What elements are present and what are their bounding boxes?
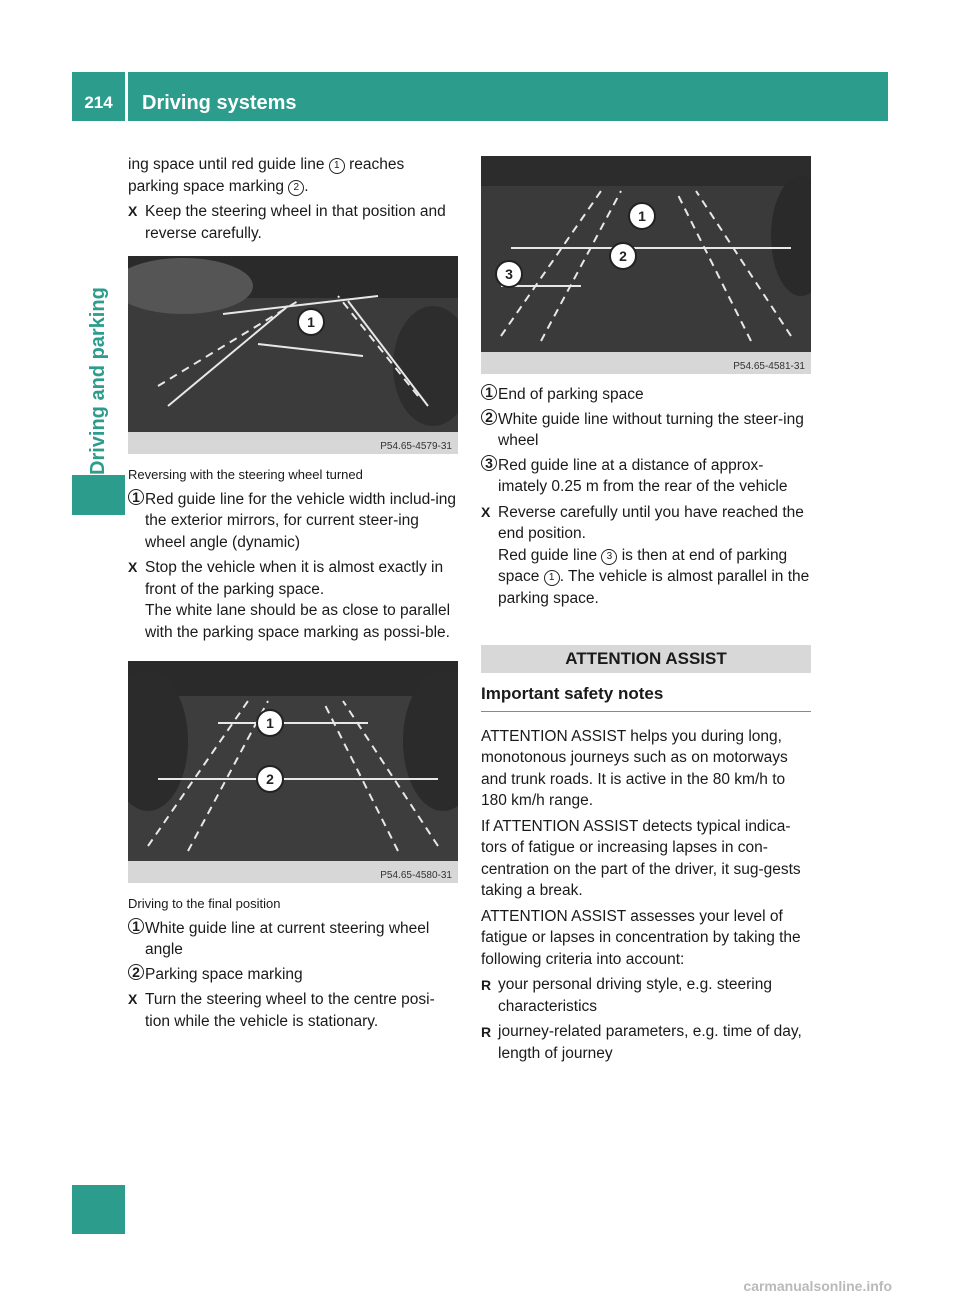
step-arrow-icon: X: [481, 503, 491, 520]
step-text: Stop the vehicle when it is almost exactly in front of the parking space.: [145, 559, 444, 598]
callout-list: [481, 384, 811, 498]
step-arrow-icon: X: [128, 559, 138, 575]
step-note: The white lane should be as close to parallel with the parking space marking as possi-ble.: [145, 602, 451, 641]
callout-item: [481, 409, 811, 452]
bullet-text: your personal driving style, e.g. steering characteristics: [498, 976, 772, 1015]
callout-number: 1: [329, 158, 345, 174]
svg-text:1: 1: [307, 314, 315, 330]
intro-text-2b: .: [304, 177, 309, 195]
step-text: Keep the steering wheel in that position and reverse carefully.: [145, 203, 446, 242]
image-code-strip: [128, 432, 458, 454]
section-title: Driving systems: [142, 92, 297, 114]
side-tab-label: Driving and parking: [87, 287, 109, 475]
callout-item: [481, 384, 811, 406]
svg-text:1: 1: [638, 208, 646, 224]
camera-image-2: [128, 661, 458, 883]
callout-text: End of parking space: [498, 386, 644, 403]
section-heading-box: [481, 645, 811, 673]
intro-text-1b: reaches: [349, 156, 405, 173]
callout-number: 1: [128, 918, 144, 934]
step-text: Turn the steering wheel to the centre posi-tion while the vehicle is stationary.: [145, 991, 435, 1030]
bullet-item: [481, 1021, 811, 1064]
figure-caption: Reversing with the steering wheel turned: [128, 467, 363, 482]
image-code-strip: [128, 861, 458, 883]
svg-text:2: 2: [266, 771, 274, 787]
callout-item: [128, 918, 458, 961]
camera-image-1: [128, 256, 458, 454]
callout-number: 2: [128, 964, 144, 980]
side-tab-block: [72, 1185, 125, 1234]
image-code-strip: [481, 352, 811, 374]
image-code: P54.65-4580-31: [380, 870, 452, 881]
callout-text: White guide line at current steering wheel angle: [145, 919, 430, 958]
callout-item: [128, 964, 458, 986]
intro-text-2: parking space marking: [128, 177, 284, 195]
left-column: [128, 154, 458, 1032]
callout-number: 1: [481, 384, 497, 400]
side-tab-marker: [72, 475, 125, 515]
callout-number: 1: [544, 570, 560, 586]
page-number: 214: [84, 93, 113, 112]
callout-number: 2: [481, 409, 497, 425]
bullet-text: journey-related parameters, e.g. time of day, length of journey: [498, 1023, 802, 1062]
svg-text:1: 1: [266, 715, 274, 731]
header-separator: [125, 72, 128, 121]
watermark: carmanualsonline.info: [743, 1278, 892, 1294]
bullet-icon: R: [481, 977, 492, 993]
callout-number: 1: [128, 489, 144, 505]
callout-item: [128, 489, 458, 554]
callout-text: White guide line without turning the steer-ing wheel: [498, 410, 804, 449]
side-tab: [72, 121, 125, 475]
paragraph: ATTENTION ASSIST assesses your level of fatigue or lapses in concentration by taking the following criteria into account:: [481, 907, 801, 968]
step-arrow-icon: X: [128, 203, 138, 219]
header-bar: [72, 72, 888, 121]
right-column: [481, 154, 811, 1064]
bullet-icon: R: [481, 1024, 492, 1040]
intro-text-1: ing space until red guide line: [128, 156, 325, 173]
step-note-a: Red guide line: [498, 546, 598, 564]
bullet-item: [481, 974, 811, 1017]
image-code: P54.65-4579-31: [380, 441, 452, 452]
camera-view-graphic: [128, 256, 458, 432]
step-item: [128, 989, 458, 1032]
paragraph: ATTENTION ASSIST helps you during long, monotonous journeys such as on motorways and trunk roads. It is active in the 80 km/h to 180 km/h range.: [481, 727, 788, 809]
callout-number: 3: [601, 549, 617, 565]
intro-text: [128, 154, 458, 197]
step-item: [128, 557, 458, 643]
image-code: P54.65-4581-31: [733, 361, 805, 372]
step-text: Reverse carefully until you have reached the end position.: [498, 503, 804, 542]
step-item: [128, 201, 458, 244]
step-note-b: is then at end of parking space: [498, 546, 788, 585]
callout-text: Red guide line for the vehicle width includ-ing the exterior mirrors, for current steer-ing wheel angle (dynamic): [145, 490, 457, 551]
camera-view-graphic: [481, 156, 811, 352]
callout-item: [481, 455, 811, 498]
callout-text: Parking space marking: [145, 965, 303, 983]
section-heading: ATTENTION ASSIST: [565, 649, 727, 668]
callout-list: [128, 918, 458, 986]
step-item: [481, 502, 811, 610]
step-note-c: . The vehicle is almost parallel in the parking space.: [498, 568, 810, 607]
camera-view-graphic: [128, 661, 458, 861]
subheading: Important safety notes: [481, 683, 811, 712]
callout-number: 2: [288, 180, 304, 196]
step-arrow-icon: X: [128, 991, 138, 1007]
callout-list: [128, 489, 458, 554]
callout-number: 3: [481, 455, 497, 471]
figure-caption: Driving to the final position: [128, 896, 281, 911]
svg-text:2: 2: [619, 248, 627, 264]
camera-image-3: [481, 156, 811, 374]
callout-text: Red guide line at a distance of approx-imately 0.25 m from the rear of the vehicle: [498, 456, 788, 495]
svg-text:3: 3: [505, 266, 513, 282]
paragraph: If ATTENTION ASSIST detects typical indica-tors of fatigue or increasing lapses in con-centration on the part of the driver, it sug-gests taking a break.: [481, 817, 801, 899]
